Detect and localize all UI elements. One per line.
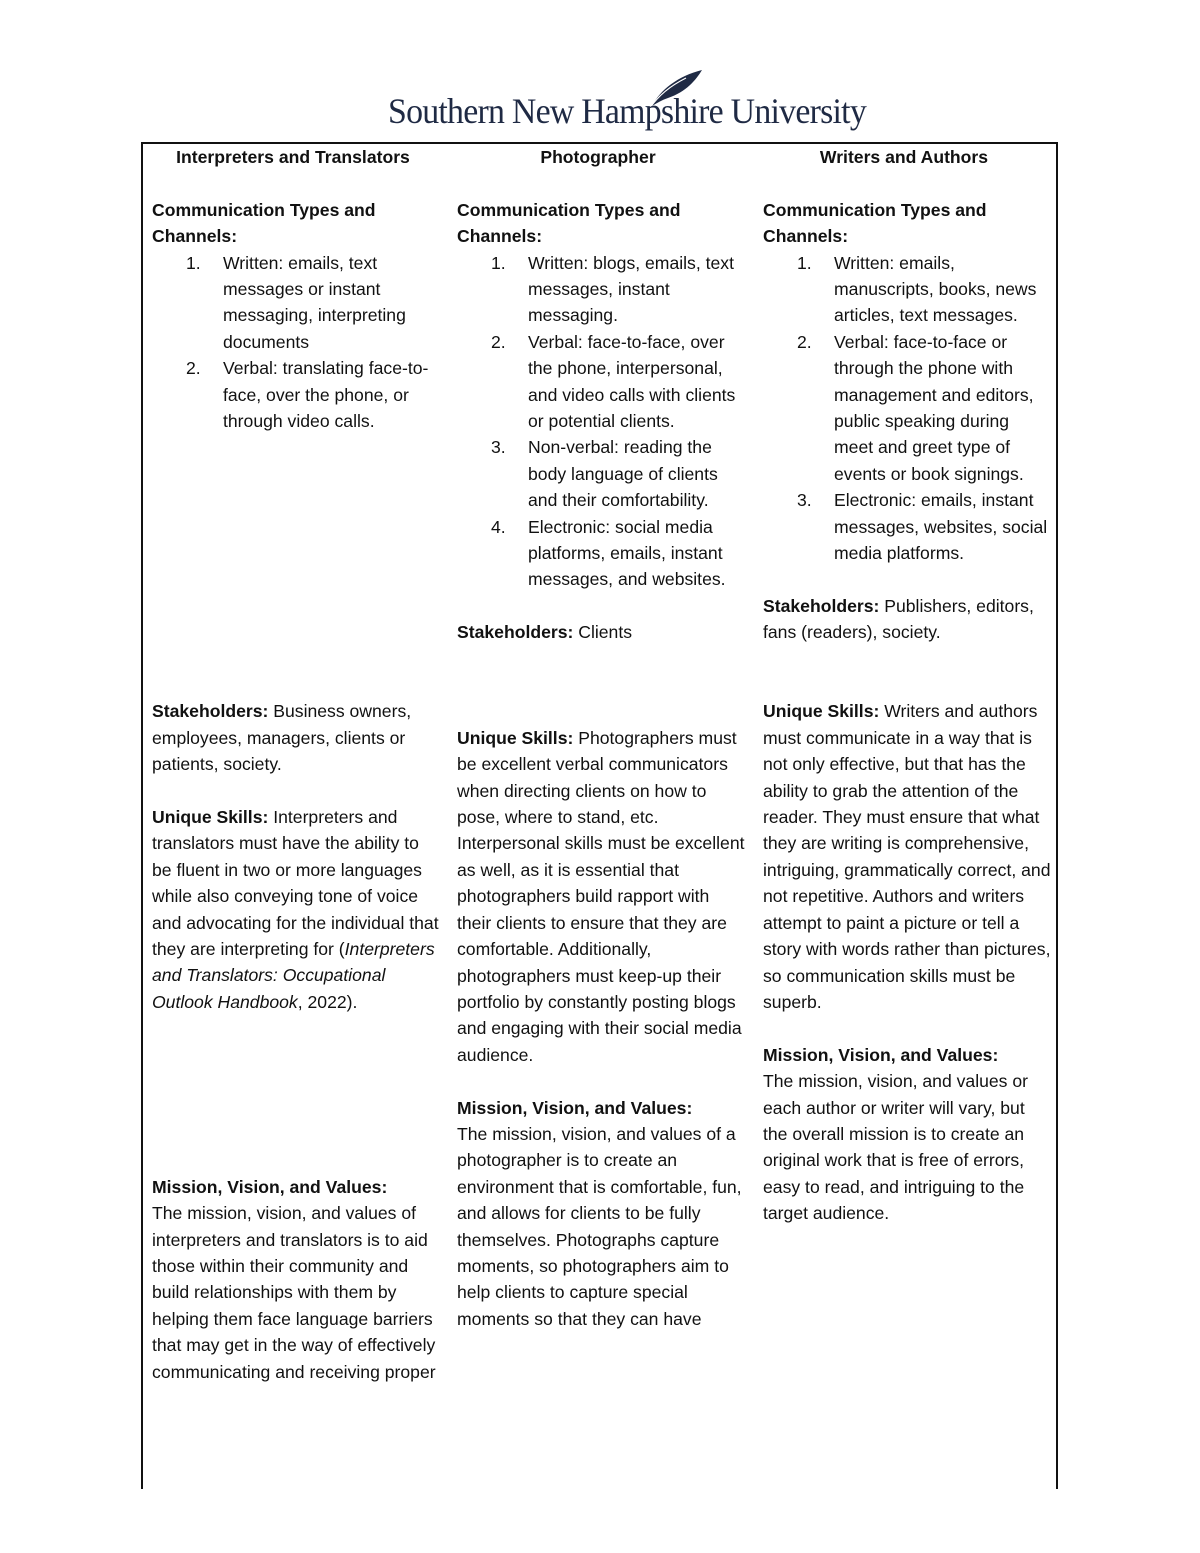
comm-label: Communication Types and Channels: bbox=[457, 199, 681, 247]
column-photographer bbox=[457, 144, 747, 1332]
comm-list bbox=[152, 250, 442, 435]
comm-list bbox=[763, 250, 1053, 567]
university-logo bbox=[384, 68, 867, 136]
column-title: Photographer bbox=[540, 147, 656, 167]
list-item: 3. Electronic: emails, instant messages, websites, social media platforms. bbox=[797, 490, 1048, 564]
skills-section: Unique Skills: Interpreters and translators must have the ability to be fluent in two or more languages while also conveying tone of voice and advocating for the individual that they are interpreting for (Interpreters and Translators: Occupational Outlook Handbook, 2022). bbox=[152, 807, 439, 1012]
stakeholders-section: Stakeholders: Clients bbox=[457, 622, 633, 643]
list-item: 2. Verbal: face-to-face, over the phone, interpersonal, and video calls with clients or potential clients. bbox=[491, 331, 736, 432]
logo-wordmark: Southern New Hampshire University bbox=[388, 91, 867, 131]
list-item: 4. Electronic: social media platforms, emails, instant messages, and websites. bbox=[491, 516, 726, 590]
mission-text: The mission, vision, and values or each author or writer will vary, but the overall mission is to create an original work that is free of errors, easy to read, and intriguing to the target audience. bbox=[763, 1071, 1029, 1224]
comm-list bbox=[457, 250, 747, 593]
list-item: 2. Verbal: translating face-to-face, over the phone, or through video calls. bbox=[186, 358, 429, 432]
mission-text: The mission, vision, and values of a photographer is to create an environment that is comfortable, fun, and allows for clients to be fully themselves. Photographs capture moments, so photographers aim to help clients to capture special moments so that they can have bbox=[457, 1123, 742, 1329]
mission-label: Mission, Vision, and Values: bbox=[763, 1044, 999, 1065]
list-item: 3. Non-verbal: reading the body language of clients and their comfortability. bbox=[491, 437, 718, 511]
list-item: 1. Written: blogs, emails, text messages, instant messaging. bbox=[491, 252, 734, 326]
mission-label: Mission, Vision, and Values: bbox=[152, 1176, 388, 1197]
column-title: Writers and Authors bbox=[819, 147, 989, 167]
column-title: Interpreters and Translators bbox=[176, 147, 410, 167]
stakeholders-section: Stakeholders: Publishers, editors, fans (readers), society. bbox=[763, 595, 1034, 643]
column-interpreters bbox=[152, 144, 442, 1385]
stakeholders-section: Stakeholders: Business owners, employees, managers, clients or patients, society. bbox=[152, 701, 412, 775]
mission-label: Mission, Vision, and Values: bbox=[457, 1097, 693, 1118]
comm-label: Communication Types and Channels: bbox=[152, 199, 376, 247]
skills-section: Unique Skills: Photographers must be excellent verbal communicators when directing clients on how to pose, where to stand, etc. Interpersonal skills must be excellent as well, as it is essential that photographers build rapport with their clients to ensure that they are comfortable. Additionally, photographers must keep-up their portfolio by constantly posting blogs and engaging with their social media audience. bbox=[457, 727, 745, 1065]
list-item: 1. Written: emails, text messages or instant messaging, interpreting documents bbox=[186, 252, 406, 352]
column-writers bbox=[763, 144, 1053, 1227]
list-item: 2. Verbal: face-to-face or through the phone with management and editors, public speaking during meet and greet type of events or book signings. bbox=[797, 331, 1034, 484]
skills-section: Unique Skills: Writers and authors must communicate in a way that is not only effective, but that has the ability to grab the attention of the reader. They must ensure that what they are writing is comprehensive, intriguing, grammatically correct, and not repetitive. Authors and writers attempt to paint a picture or tell a story with words rather than pictures, so communication skills must be superb. bbox=[763, 701, 1051, 1012]
list-item: 1. Written: emails, manuscripts, books, news articles, text messages. bbox=[797, 252, 1037, 326]
comm-label: Communication Types and Channels: bbox=[763, 199, 987, 247]
mission-text: The mission, vision, and values of interpreters and translators is to aid those within their community and build relationships with them by helping them face language barriers that may get in the way of effectively communicating and receiving proper bbox=[152, 1203, 436, 1382]
